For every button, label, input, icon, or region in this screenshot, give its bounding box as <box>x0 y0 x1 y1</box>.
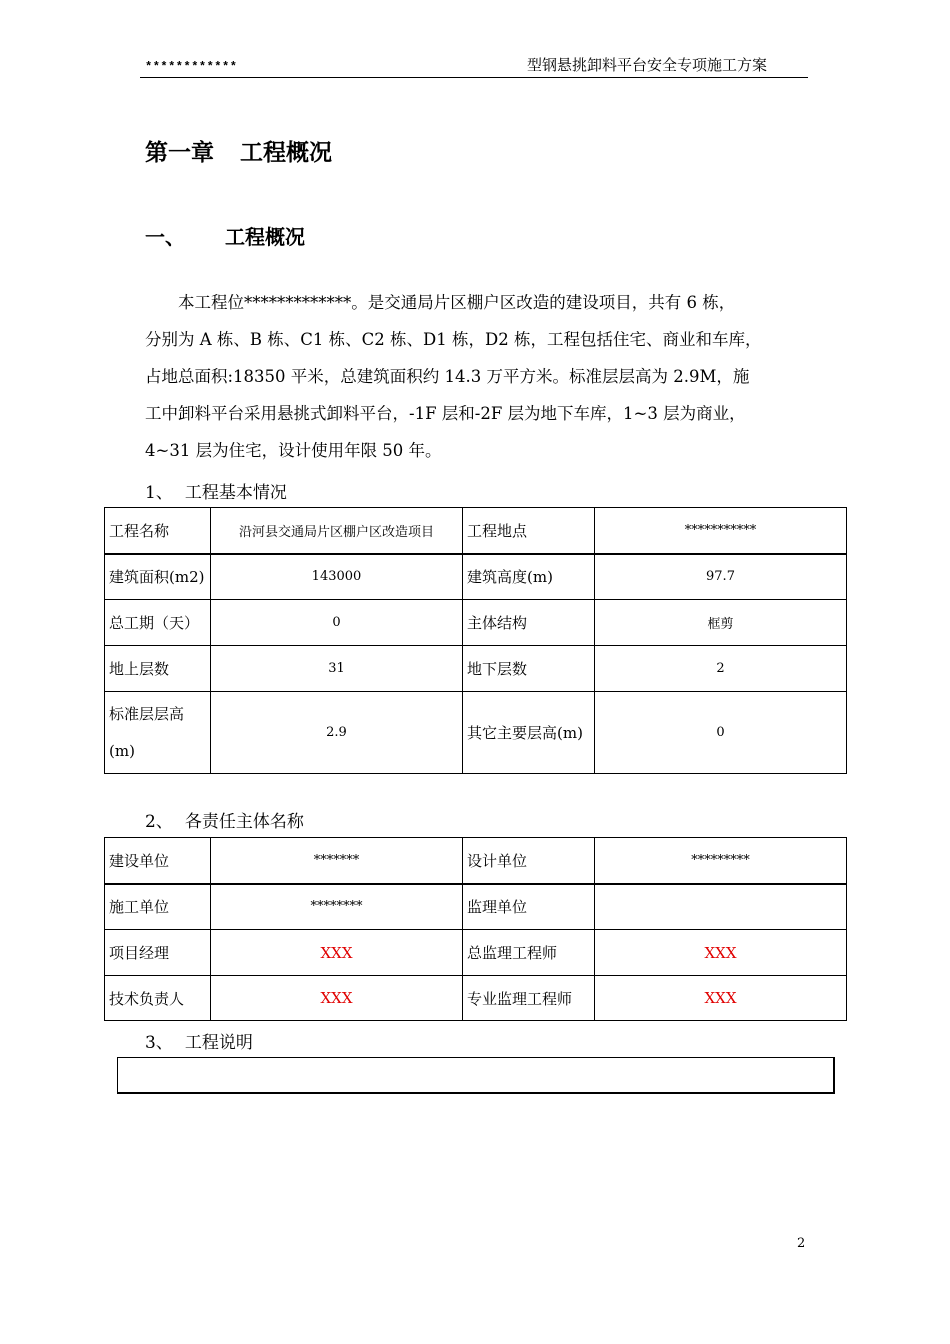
table-cell-label: 建筑高度(m) <box>463 554 595 600</box>
subheading-parties <box>145 807 304 832</box>
table-cell-value: 0 <box>211 600 463 646</box>
table-row <box>105 930 847 976</box>
paragraph-line: 本工程位*************。是交通局片区棚户区改造的建设项目，共有 6 栋， <box>145 293 736 312</box>
table-cell-label: 工程地点 <box>463 508 595 554</box>
table-row <box>105 646 847 692</box>
table-cell-value: XXX <box>595 930 847 976</box>
subheading-title: 工程基本情况 <box>184 483 287 503</box>
table-cell-label: 技术负责人 <box>105 976 211 1021</box>
table-cell-label: 设计单位 <box>463 838 595 884</box>
table-cell-value: 31 <box>211 646 463 692</box>
subheading-number: 1、 <box>145 483 173 503</box>
table-row <box>105 508 847 554</box>
subheading-basic-info <box>145 478 287 503</box>
table-row <box>105 884 847 930</box>
table-cell-label: 主体结构 <box>463 600 595 646</box>
parties-table <box>104 837 847 1021</box>
table-cell-value: 2 <box>595 646 847 692</box>
subheading-number: 3、 <box>145 1033 173 1053</box>
table-cell-label: 建设单位 <box>105 838 211 884</box>
table-cell-value: 沿河县交通局片区棚户区改造项目 <box>211 508 463 554</box>
subheading-title: 各责任主体名称 <box>184 812 304 832</box>
table-cell-label: 总监理工程师 <box>463 930 595 976</box>
table-cell-value: XXX <box>211 976 463 1021</box>
chapter-title: 工程概况 <box>240 140 332 166</box>
table-cell-value: 框剪 <box>595 600 847 646</box>
table-row <box>105 838 847 884</box>
chapter-number: 第一章 <box>145 140 214 166</box>
table-cell-label: 总工期（天） <box>105 600 211 646</box>
table-cell-value: 97.7 <box>595 554 847 600</box>
subheading-description <box>145 1028 253 1053</box>
document-title: 型钢悬挑卸料平台安全专项施工方案 <box>527 56 768 74</box>
table-cell-label: 其它主要层高(m) <box>463 692 595 774</box>
table-cell-value: 0 <box>595 692 847 774</box>
table-cell-label: 工程名称 <box>105 508 211 554</box>
header-left-text: ************ <box>145 60 238 74</box>
table-cell-value: ******** <box>211 884 463 930</box>
table-row <box>105 976 847 1021</box>
table-row <box>105 554 847 600</box>
table-cell-label: 专业监理工程师 <box>463 976 595 1021</box>
table-cell-value: ******* <box>211 838 463 884</box>
table-cell-label: 地上层数 <box>105 646 211 692</box>
table-cell-label: 建筑面积(m2) <box>105 554 211 600</box>
page-number: 2 <box>797 1236 806 1251</box>
header-divider <box>140 77 808 78</box>
paragraph-line: 4~31 层为住宅，设计使用年限 50 年。 <box>145 441 442 460</box>
table-cell-label: 监理单位 <box>463 884 595 930</box>
table-cell-value: 143000 <box>211 554 463 600</box>
table-cell-label: 施工单位 <box>105 884 211 930</box>
intro-paragraph <box>145 284 813 469</box>
paragraph-line: 占地总面积:18350 平米，总建筑面积约 14.3 万平方米。标准层层高为 2.9M，施 <box>145 367 750 386</box>
paragraph-line: 分别为 A 栋、B 栋、C1 栋、C2 栋、D1 栋，D2 栋，工程包括住宅、商业和车库， <box>145 330 762 349</box>
table-row <box>105 600 847 646</box>
table-cell-label: 项目经理 <box>105 930 211 976</box>
chapter-heading <box>145 134 332 167</box>
table-cell-value: XXX <box>595 976 847 1021</box>
table-cell-value: ********* <box>595 838 847 884</box>
table-cell-value: *********** <box>595 508 847 554</box>
table-cell-label: 地下层数 <box>463 646 595 692</box>
subheading-title: 工程说明 <box>184 1033 253 1053</box>
table-cell-value: XXX <box>211 930 463 976</box>
table-cell-label: 标准层层高(m) <box>105 692 211 774</box>
table-cell-value: 2.9 <box>211 692 463 774</box>
section-title: 工程概况 <box>225 225 305 249</box>
subheading-number: 2、 <box>145 812 173 832</box>
section-number: 一、 <box>145 225 185 249</box>
table-row <box>105 692 847 774</box>
basic-info-table <box>104 507 847 774</box>
section-heading <box>145 221 305 250</box>
table-cell-value <box>595 884 847 930</box>
description-box <box>117 1057 835 1094</box>
paragraph-line: 工中卸料平台采用悬挑式卸料平台，-1F 层和-2F 层为地下车库，1~3 层为商业， <box>145 404 746 423</box>
